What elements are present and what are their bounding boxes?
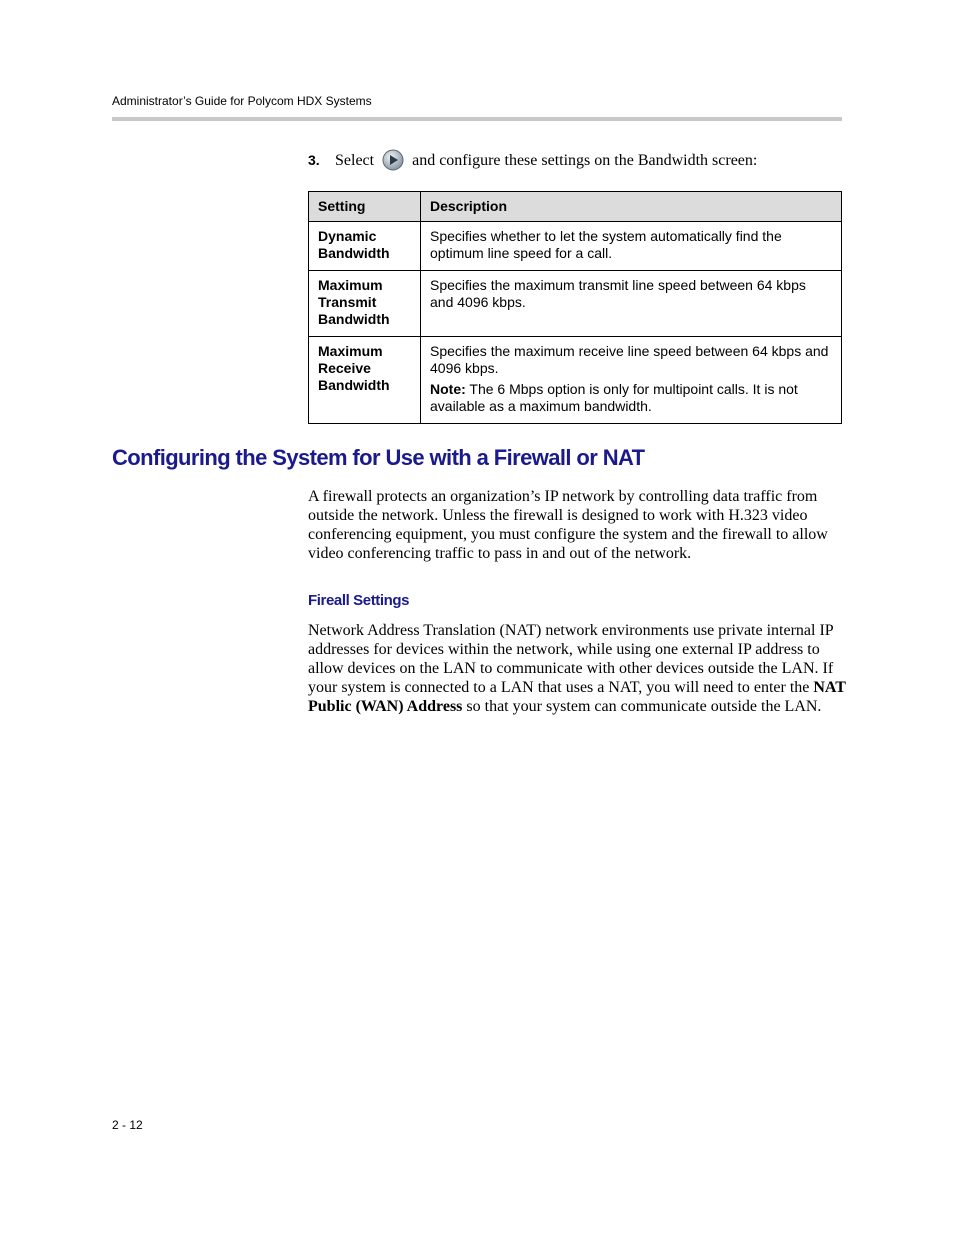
header-rule [112,117,842,121]
note-label: Note: [430,381,466,397]
setting-name: Maximum Transmit Bandwidth [309,271,421,337]
section-intro-paragraph: A firewall protects an organization’s IP network by controlling data traffic from outside the network. Unless the firewall is designed to work with H.323 video conferencing equipment, you must configure the system and the firewall to allow video conferencing traffic to pass in and out of the network. [308,488,828,562]
setting-description-cell [421,337,842,424]
nat-paragraph-text-end: so that your system can communicate outside the LAN. [466,698,822,715]
bandwidth-settings-table [308,191,842,424]
setting-description: Specifies whether to let the system automatically find the optimum line speed for a call. [421,222,842,271]
running-header: Administrator’s Guide for Polycom HDX Systems [112,94,372,108]
step-text-after: and configure these settings on the Bandwidth screen: [412,152,758,169]
step-number: 3. [308,152,320,168]
setting-name: Dynamic Bandwidth [309,222,421,271]
setting-description: Specifies the maximum receive line speed between 64 kbps and 4096 kbps. [430,343,829,376]
column-header-setting: Setting [309,192,421,222]
setting-name: Maximum Receive Bandwidth [309,337,421,424]
page-number: 2 - 12 [112,1118,143,1132]
column-header-description: Description [421,192,842,222]
table-row [309,271,842,337]
note [430,381,832,415]
subsection-title: Fireall Settings [308,592,410,609]
nat-paragraph-text: Network Address Translation (NAT) network environments use private internal IP addresses for devices within the network, while using one external IP address to allow devices on the LAN to communicate with other devices outside the LAN. If your system is connected to a LAN that uses a NAT, you will need to enter the [308,622,834,696]
step-text-before: Select [335,152,375,169]
table-row [309,337,842,424]
table-row [309,222,842,271]
setting-description: Specifies the maximum transmit line speed between 64 kbps and 4096 kbps. [421,271,842,337]
section-title: Configuring the System for Use with a Firewall or NAT [112,445,645,470]
nat-paragraph [308,621,848,716]
step-3 [308,149,842,172]
note-text: The 6 Mbps option is only for multipoint calls. It is not available as a maximum bandwidth. [430,381,798,414]
nat-address-term: NAT Public (WAN) Address [308,679,846,715]
play-button-icon [382,149,404,171]
table-header-row [309,192,842,222]
